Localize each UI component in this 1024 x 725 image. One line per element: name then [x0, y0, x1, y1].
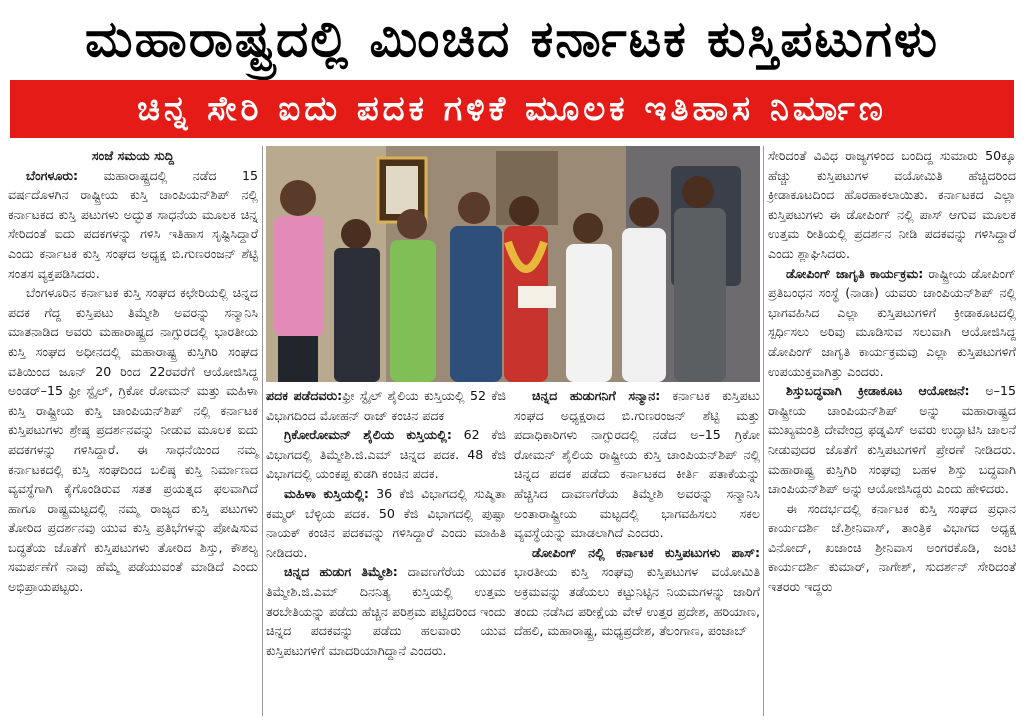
paragraph-text: ಕರ್ನಾಟಕ ಕುಸ್ತಿಪಟು ಸಂಘದ ಅಧ್ಯಕ್ಷರಾದ ಬಿ.ಗುಣರಂಜನ್ ಶೆಟ್ಟಿ ಮತ್ತು ಪದಾಧಿಕಾರಿಗಳು ನಾಗ್ಪುರದಲ್ಲಿ ನಡೆದ ಅ–15 ಗ್ರಿಕೋ ರೋಮನ್ ಶೈಲಿಯ ರಾಷ್ಟ್ರೀಯ ಕುಸ್ತಿ ಚಾಂಪಿಯನ್‌ಶಿಪ್ ನಲ್ಲಿ ಚಿನ್ನದ ಪದಕ ಪಡೆದು ಕರ್ನಾಟಕದ ಕೀರ್ತಿ ಪತಾಕೆಯನ್ನು ಹೆಚ್ಚಿಸಿದ ದಾವಣಗೆರೆಯ ತಿಮ್ಮೇಶಿ ಅವರನ್ನು ಸನ್ಮಾನಿಸಿ ಅಂತಾರಾಷ್ಟ್ರೀಯ ಮಟ್ಟದಲ್ಲಿ ಭಾಗವಹಿಸಲು ಸಕಲ ವ್ಯವಸ್ಥೆಯನ್ನು ಮಾಡಲಾಗಿದೆ ಎಂದರು.: [514, 388, 760, 541]
paragraph: ಸೇರಿದಂತೆ ವಿವಿಧ ರಾಜ್ಯಗಳಿಂದ ಬಂದಿದ್ದ ಸುಮಾರು 50ಕ್ಕೂ ಹೆಚ್ಚು ಕುಸ್ತಿಪಟುಗಳ ವಯೋಮಿತಿ ಹೆಚ್ಚಿದರಿಂದ ಕ್ರೀಡಾಕೂಟದಿಂದ ಹೊರಹಾಕಲಾಯಿತು. ಕರ್ನಾಟಕದ ಎಲ್ಲಾ ಕುಸ್ತಿಪಟುಗಳು ಈ ಡೋಪಿಂಗ್ ನಲ್ಲಿ ಪಾಸ್ ಆಗುವ ಮೂಲಕ ಉತ್ತಮ ರೀತಿಯಲ್ಲಿ ಪ್ರದರ್ಶನ ನೀಡಿ ಪದಕವನ್ನು ಗಳಿಸಿದ್ದಾರೆ ಎಂದು ಶ್ಲಾಘಿಸಿದರು.: [768, 148, 1016, 261]
news-photo: [266, 146, 760, 382]
dateline: ಬೆಂಗಳೂರು:: [26, 167, 79, 183]
subheading: ಮಹಿಳಾ ಕುಸ್ತಿಯಲ್ಲಿ:: [284, 485, 369, 501]
paragraph: [768, 381, 1016, 499]
paragraph: [514, 543, 760, 641]
paragraph: [266, 386, 506, 425]
group-photo-illustration: [266, 146, 760, 382]
subheading: ಪದಕ ಪಡೆದವರು:: [266, 388, 343, 403]
paragraph-text: ರಾಷ್ಟ್ರೀಯ ಡೋಪಿಂಗ್ ಪ್ರತಿಬಂಧನ ಸಂಸ್ಥೆ (ನಾಡಾ) ಯವರು ಚಾಂಪಿಯನ್‌ಶಿಪ್ ನಲ್ಲಿ ಭಾಗವಹಿಸಿದ ಎಲ್ಲಾ ಕುಸ್ತಿಪಟುಗಳಿಗೆ ಕ್ರೀಡಾಕೂಟದಲ್ಲಿ ಸ್ಪರ್ಧಿಸಲು ಅರಿವು ಮೂಡಿಸುವ ಸಲುವಾಗಿ ಆಯೋಜಿಸಿದ್ದ ಡೋಪಿಂಗ್ ಜಾಗೃತಿ ಕಾರ್ಯಕ್ರಮವು ಎಲ್ಲಾ ಕುಸ್ತಿಪಟುಗಳಿಗೆ ಉಪಯುಕ್ತವಾಗಿತ್ತು ಎಂದರು.: [768, 265, 1016, 379]
subheading: ಡೋಪಿಂಗ್ ಜಾಗೃತಿ ಕಾರ್ಯಕ್ರಮ:: [786, 265, 924, 281]
subheading: ಡೋಪಿಂಗ್ ನಲ್ಲಿ ಕರ್ನಾಟಕ ಕುಸ್ತಿಪಟುಗಳು ಪಾಸ್:: [532, 544, 760, 560]
paragraph: [266, 484, 506, 562]
paragraph: ಈ ಸಂದರ್ಭದಲ್ಲಿ ಕರ್ನಾಟಕ ಕುಸ್ತಿ ಸಂಘದ ಪ್ರಧಾನ ಕಾರ್ಯದರ್ಶಿ ಜೆ.ಶ್ರೀನಿವಾಸ್, ತಾಂತ್ರಿಕ ವಿಭಾಗದ ಅಧ್ಯಕ್ಷ ವಿನೋದ್, ಖಜಾಂಚಿ ಶ್ರೀನಿವಾಸ ಅಂಗರಕೊಡಿ, ಜಂಟಿ ಕಾರ್ಯದರ್ಶಿ ಕುಮಾರ್, ನಾಗೇಶ್, ಸುದರ್ಶನ್ ಸೇರಿದಂತೆ ಇತರರು ಇದ್ದರು: [768, 500, 1016, 595]
column-divider: [262, 146, 263, 716]
article-column-1: [8, 146, 258, 597]
subheadline-banner: ಚಿನ್ನ ಸೇರಿ ಐದು ಪದಕ ಗಳಿಕೆ ಮೂಲಕ ಇತಿಹಾಸ ನಿರ್ಮಾಣ: [10, 80, 1014, 138]
paragraph-text: ಮಹಾರಾಷ್ಟ್ರದಲ್ಲಿ ನಡೆದ 15 ವರ್ಷದೊಳಗಿನ ರಾಷ್ಟ್ರೀಯ ಕುಸ್ತಿ ಚಾಂಪಿಯನ್‌ಶಿಪ್ ನಲ್ಲಿ ಕರ್ನಾಟಕದ ಕುಸ್ತಿ ಪಟುಗಳು ಅದ್ಭುತ ಸಾಧನೆಯ ಮೂಲಕ ಚಿನ್ನ ಸೇರಿದಂತೆ ಐದು ಪದಕಗಳನ್ನು ಗಳಿಸಿ ಇತಿಹಾಸ ಸೃಷ್ಟಿಸಿದ್ದಾರೆ ಎಂದು ಕರ್ನಾಟಕ ಕುಸ್ತಿ ಸಂಘದ ಅಧ್ಯಕ್ಷ ಬಿ.ಗುಣರಂಜನ್ ಶೆಟ್ಟಿ ಸಂತಸ ವ್ಯಕ್ತಪಡಿಸಿದರು.: [8, 167, 258, 281]
paragraph-text: ಭಾರತೀಯ ಕುಸ್ತಿ ಸಂಘವು ಕುಸ್ತಿಪಟುಗಳ ವಯೋಮಿತಿ ಅಕ್ರಮವನ್ನು ತಡೆಯಲು ಕಟ್ಟುನಿಟ್ಟಿನ ನಿಯಮಗಳನ್ನು ಜಾರಿಗೆ ತಂದು ನಡೆಸಿದ ಪರೀಕ್ಷೆಯ ವೇಳೆ ಉತ್ತರ ಪ್ರದೇಶ, ಹರಿಯಾಣ, ದೆಹಲಿ, ಮಹಾರಾಷ್ಟ್ರ, ಮಧ್ಯಪ್ರದೇಶ, ತೆಲಂಗಾಣ, ಪಂಜಾಬ್: [514, 564, 760, 639]
subheading: ಗ್ರಿಕೋರೋಮನ್ ಶೈಲಿಯ ಕುಸ್ತಿಯಲ್ಲಿ:: [284, 427, 452, 443]
subheading: ಶಿಸ್ತುಬದ್ಧವಾಗಿ ಕ್ರೀಡಾಕೂಟ ಆಯೋಜನೆ:: [786, 383, 970, 399]
news-strap: ಸಂಜೆ ಸಮಯ ಸುದ್ದಿ: [91, 148, 175, 163]
paragraph: [8, 166, 258, 284]
column-divider: [763, 146, 764, 716]
paragraph: ಬೆಂಗಳೂರಿನ ಕರ್ನಾಟಕ ಕುಸ್ತಿ ಸಂಘದ ಕಛೇರಿಯಲ್ಲಿ ಚಿನ್ನದ ಪದಕ ಗೆದ್ದ ಕುಸ್ತಿಪಟು ತಿಮ್ಮೇಶಿ ಅವರನ್ನು ಸನ್ಮಾನಿಸಿ ಮಾತನಾಡಿದ ಅವರು ಮಹಾರಾಷ್ಟ್ರದ ನಾಗ್ಪುರದಲ್ಲಿ ಭಾರತೀಯ ಕುಸ್ತಿ ಸಂಘದ ಅಧೀನದಲ್ಲಿ ಮಹಾರಾಷ್ಟ್ರ ಕುಸ್ತಿಗಿರಿ ಸಂಘದ ವತಿಯಿಂದ ಜೂನ್ 20 ರಿಂದ 22ರವರೆಗೆ ಆಯೋಜಿಸಿದ್ದ ಅಂಡರ್–15 ಫ್ರೀ ಸ್ಟೈಲ್, ಗ್ರಿಕೋ ರೋಮನ್ ಮತ್ತು ಮಹಿಳಾ ಕುಸ್ತಿ ರಾಷ್ಟ್ರೀಯ ಕುಸ್ತಿ ಚಾಂಪಿಯನ್‌ಶಿಪ್ ನಲ್ಲಿ ಕರ್ನಾಟಕ ಕುಸ್ತಿಪಟುಗಳು ಶ್ರೇಷ್ಠ ಪ್ರದರ್ಶನವನ್ನು ನೀಡುವ ಮೂಲಕ ಐದು ಪದಕಗಳನ್ನು ಗಳಿಸಿದ್ದಾರೆ. ಈ ಸಾಧನೆಯಿಂದ ನಮ್ಮ ಕರ್ನಾಟಕದಲ್ಲಿ ಕುಸ್ತಿ ಸಂಘದಿಂದ ಬಲಿಷ್ಠ ಕುಸ್ತಿ ನಿರ್ಮಾಣದ ವ್ಯವಸ್ಥೆಗಾಗಿ ಕೈಗೊಂಡಿರುವ ಸತತ ಪ್ರಯತ್ನದ ಫಲವಾಗಿದೆ ಹಾಗೂ ರಾಷ್ಟ್ರಮಟ್ಟದಲ್ಲಿ ನಮ್ಮ ರಾಜ್ಯದ ಕುಸ್ತಿ ಪಟುಗಳು ತೋರಿದ ಪ್ರದರ್ಶನವು ಯುವ ಕುಸ್ತಿ ಪ್ರತಿಭೆಗಳನ್ನು ಪೋಷಿಸುವ ಬದ್ಧತೆಯ ಜೊತೆಗೆ ಕುಸ್ತಿಪಟುಗಳು ತೋರಿದ ಶಿಸ್ತು, ಕೌಶಲ್ಯ ಸಮರ್ಪಣೆಗೆ ನಾವು ಹೆಮ್ಮೆ ಪಡೆಯುವಂತೆ ಮಾಡಿದೆ ಎಂದು ಅಭಿಪ್ರಾಯಪಟ್ಟರು.: [8, 285, 258, 595]
paragraph: [266, 562, 506, 660]
article-column-4: [768, 146, 1016, 597]
article-column-2: [266, 386, 506, 660]
paragraph-text: ಫ್ರೀ ಸ್ಟೈಲ್ ಶೈಲಿಯ ಕುಸ್ತಿಯಲ್ಲಿ 52 ಕೆಜಿ ವಿಭಾಗದಿಂದ ಮೋಹನ್ ರಾಜ್ ಕಂಚಿನ ಪದಕ: [266, 388, 506, 423]
paragraph: [768, 264, 1016, 382]
subheading: ಚಿನ್ನದ ಹುಡುಗನಿಗೆ ಸನ್ಮಾನ:: [532, 388, 661, 403]
paragraph: [266, 425, 506, 484]
paragraph-text: ಅ–15 ರಾಷ್ಟ್ರೀಯ ಚಾಂಪಿಯನ್‌ಶಿಪ್ ಅನ್ನು ಮಹಾರಾಷ್ಟ್ರದ ಮುಖ್ಯಮಂತ್ರಿ ದೇವೇಂದ್ರ ಫಡ್ನವಿಸ್ ಅವರು ಉದ್ಘಾಟಿಸಿ ಚಾಲನೆ ನೀಡುವುದರ ಜೊತೆಗೆ ಕುಸ್ತಿಪಟುಗಳಿಗೆ ಪ್ರೇರಣೆ ನೀಡಿದರು. ಮಹಾರಾಷ್ಟ್ರ ಕುಸ್ತಿಗಿರಿ ಸಂಘವು ಬಹಳ ಶಿಸ್ತು ಬದ್ಧವಾಗಿ ಚಾಂಪಿಯನ್‌ಶಿಪ್ ಅನ್ನು ಆಯೋಜಿಸಿದ್ದರು ಎಂದು ಹೇಳಿದರು.: [768, 383, 1016, 497]
paragraph-text: ದಾವಣಗೆರೆಯ ಯುವಕ ತಿಮ್ಮೇಶಿ.ಜಿ.ಎಮ್ ದಿನನಿತ್ಯ ಕುಸ್ತಿಯಲ್ಲಿ ಉತ್ತಮ ತರಬೇತಿಯನ್ನು ಪಡೆದು ಹೆಚ್ಚಿನ ಪರಿಶ್ರಮ ಪಟ್ಟಿದರಿಂದ ಇಂದು ಚಿನ್ನದ ಪದಕವನ್ನು ಪಡೆದು ಹಲವಾರು ಯುವ ಕುಸ್ತಿಪಟುಗಳಿಗೆ ಮಾದರಿಯಾಗಿದ್ದಾನೆ ಎಂದರು.: [266, 564, 506, 658]
paragraph-text: 36 ಕೆಜಿ ವಿಭಾಗದಲ್ಲಿ ಸುಷ್ಮಿತಾ ಕಮ್ಮರ್ ಬೆಳ್ಳಿಯ ಪದಕ. 50 ಕೆಜಿ ವಿಭಾಗದಲ್ಲಿ ಪುಷ್ಪಾ ನಾಯಕ್ ಕಂಚಿನ ಪದಕವನ್ನು ಗಳಿಸಿದ್ದಾರೆ ಎಂದು ಮಾಹಿತಿ ನೀಡಿದರು.: [266, 485, 506, 560]
article-column-3: [514, 386, 760, 641]
headline: ಮಹಾರಾಷ್ಟ್ರದಲ್ಲಿ ಮಿಂಚಿದ ಕರ್ನಾಟಕ ಕುಸ್ತಿಪಟುಗಳು: [84, 9, 940, 68]
paragraph-text: 62 ಕೆಜಿ ವಿಭಾಗದಲ್ಲಿ ತಿಮ್ಮೇಶಿ.ಜಿ.ಎಮ್ ಚಿನ್ನದ ಪದಕ. 48 ಕೆಜಿ ವಿಭಾಗದಲ್ಲಿ ಯಂಕಪ್ಪ ಕುಡಗಿ ಕಂಚಿನ ಪದಕ.: [266, 427, 506, 482]
subheading: ಚಿನ್ನದ ಹುಡುಗ ತಿಮ್ಮೇಶಿ:: [284, 564, 398, 580]
paragraph: [514, 386, 760, 543]
